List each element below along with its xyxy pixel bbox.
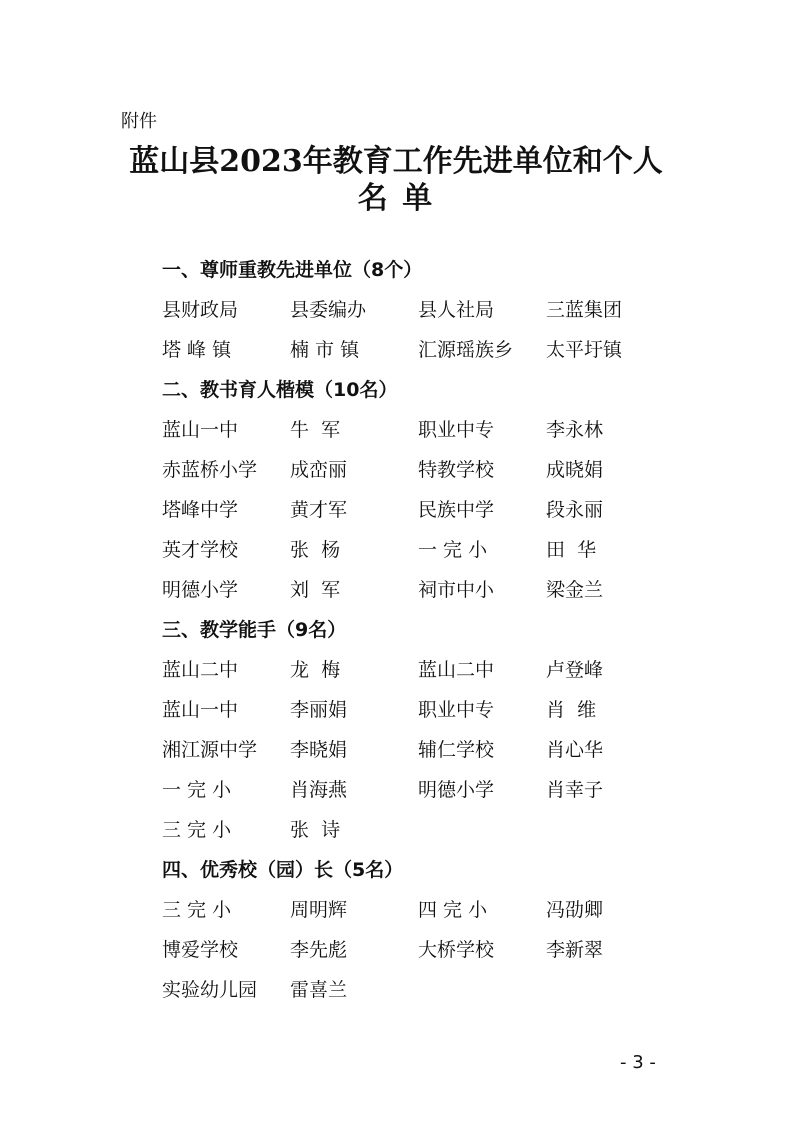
list-cell: 塔 峰 镇 (162, 339, 232, 361)
list-cell: 太平圩镇 (546, 339, 623, 361)
list-cell: 李永林 (546, 419, 604, 441)
list-cell: 辅仁学校 (418, 739, 495, 761)
list-row (162, 695, 662, 725)
document-title-subline: 名 单 (357, 181, 435, 216)
list-row (162, 335, 662, 365)
list-cell: 肖 维 (546, 699, 597, 721)
list-cell: 祠市中小 (418, 579, 495, 601)
list-cell: 特教学校 (418, 459, 495, 481)
list-cell: 黄才军 (290, 499, 348, 521)
list-cell: 蓝山一中 (162, 419, 239, 441)
list-cell: 李新翠 (546, 939, 604, 961)
list-cell: 牛 军 (290, 419, 341, 441)
list-cell: 县财政局 (162, 299, 239, 321)
list-cell: 张 诗 (290, 819, 341, 841)
list-row (162, 295, 662, 325)
list-cell: 肖幸子 (546, 779, 604, 801)
list-cell: 大桥学校 (418, 939, 495, 961)
list-cell: 成峦丽 (290, 459, 348, 481)
list-cell: 李晓娟 (290, 739, 348, 761)
list-cell: 湘江源中学 (162, 739, 258, 761)
list-cell: 职业中专 (418, 699, 495, 721)
section-heading-1: 一、尊师重教先进单位（8个） (162, 259, 423, 281)
list-cell: 张 杨 (290, 539, 341, 561)
list-row (162, 655, 662, 685)
list-cell: 汇源瑶族乡 (418, 339, 514, 361)
list-cell: 周明辉 (290, 899, 348, 921)
list-cell: 段永丽 (546, 499, 604, 521)
list-cell: 肖海燕 (290, 779, 348, 801)
list-cell: 实验幼儿园 (162, 979, 258, 1001)
list-cell: 刘 军 (290, 579, 341, 601)
list-cell: 三 完 小 (162, 819, 232, 841)
list-cell: 楠 市 镇 (290, 339, 360, 361)
list-cell: 李丽娟 (290, 699, 348, 721)
list-cell: 赤蓝桥小学 (162, 459, 258, 481)
document-title: 蓝山县2023年教育工作先进单位和个人 (129, 144, 663, 179)
section-heading-4: 四、优秀校（园）长（5名） (162, 859, 404, 881)
list-row (162, 975, 662, 1005)
section-heading-3: 三、教学能手（9名） (162, 619, 347, 641)
list-cell: 三 完 小 (162, 899, 232, 921)
list-cell: 明德小学 (162, 579, 239, 601)
list-row (162, 775, 662, 805)
list-row (162, 895, 662, 925)
list-cell: 英才学校 (162, 539, 239, 561)
list-cell: 县委编办 (290, 299, 367, 321)
list-cell: 蓝山二中 (418, 659, 495, 681)
list-row (162, 815, 662, 845)
list-cell: 卢登峰 (546, 659, 604, 681)
list-cell: 民族中学 (418, 499, 495, 521)
list-cell: 塔峰中学 (162, 499, 239, 521)
list-cell: 龙 梅 (290, 659, 341, 681)
list-cell: 县人社局 (418, 299, 495, 321)
list-cell: 田 华 (546, 539, 597, 561)
list-cell: 雷喜兰 (290, 979, 348, 1001)
attachment-label: 附件 (121, 111, 157, 132)
section-heading-2: 二、教书育人楷模（10名） (162, 379, 398, 401)
list-row (162, 935, 662, 965)
page-number: - 3 - (620, 1052, 656, 1073)
list-cell: 蓝山一中 (162, 699, 239, 721)
list-row (162, 495, 662, 525)
list-cell: 蓝山二中 (162, 659, 239, 681)
list-cell: 梁金兰 (546, 579, 604, 601)
list-cell: 职业中专 (418, 419, 495, 441)
list-row (162, 455, 662, 485)
list-row (162, 535, 662, 565)
list-cell: 肖心华 (546, 739, 604, 761)
list-cell: 三蓝集团 (546, 299, 623, 321)
list-cell: 李先彪 (290, 939, 348, 961)
list-row (162, 415, 662, 445)
list-cell: 四 完 小 (418, 899, 488, 921)
list-cell: 一 完 小 (162, 779, 232, 801)
list-cell: 明德小学 (418, 779, 495, 801)
list-cell: 博爱学校 (162, 939, 239, 961)
list-cell: 成晓娟 (546, 459, 604, 481)
list-cell: 一 完 小 (418, 539, 488, 561)
list-row (162, 575, 662, 605)
list-row (162, 735, 662, 765)
list-cell: 冯劭卿 (546, 899, 604, 921)
